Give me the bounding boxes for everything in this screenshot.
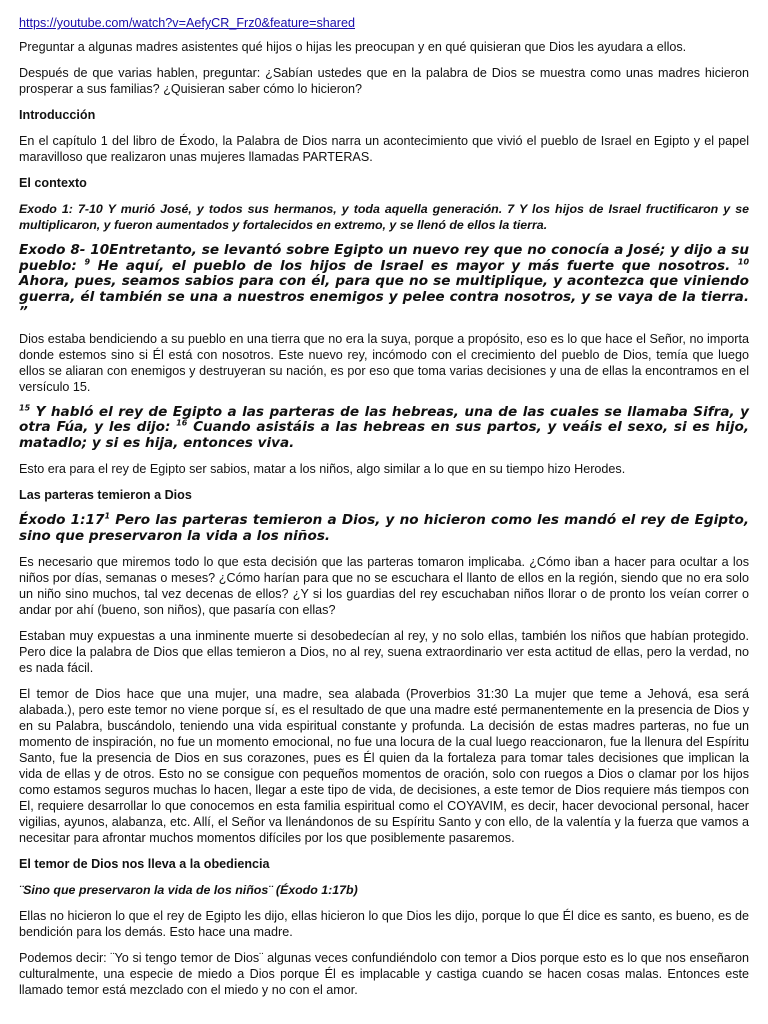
paragraph-temor-de-dios: El temor de Dios hace que una mujer, una madre, sea alabada (Proverbios 31:30 La mujer que teme a Jehová, esa será alabada.), pero este temor no viene porque sí, es el resultado de que una madre esté permanentemente en la presencia de Dios y en su Palabra, buscándolo, teniendo una vida espiritual constante y profunda. La decisión de estas madres parteras, no fue un momento de inspiración, no fue un momento emocional, no fue una locura de la cual luego reaccionaron, fue la llenura del Espíritu Santo, fue la presencia de Dios en sus corazones, pues es Él quien da la fortaleza para tomar tales decisiones que implican la vida de ellas y de otros. Esto no se consigue con pequeños momentos de oración, solo con ruegos a Dios o clamar por los hijos como estamos seguros muchas lo hacen, llegar a este tipo de vida, de decisiones, a este temor de Dios requiere más tiempos con El, requiere desarrollar lo que conocemos en esta familia espiritual como el COYAVIM, es decir, hacer devocional personal, hacer vigilias, ayunos, alabanza, etc. Allí, el Señor va llenándonos de su Espíritu Santo y con ello, de la valentía y la fuerza que vamos a necesitar para afrontar muchos momentos difíciles por los que posiblemente pasaremos. bbox=[19, 687, 749, 845]
paragraph-es-necesario: Es necesario que miremos todo lo que esta decisión que las parteras tomaron implicaba. ¿Cómo iban a hacer para ocultar a los niños por días, semanas o meses? ¿Cómo harían para que no se escuchara el llanto de ellos en la región, siendo que no era solo un niño sino muchos, tal vez decenas de ellos? ¿Y si los guardias del rey escuchaban niños llorar o de pronto los veían correr o andar por ahí (bueno, son niños), que pasaría con ellas? bbox=[19, 555, 749, 617]
paragraph-despues: Después de que varias hablen, preguntar: ¿Sabían ustedes que en la palabra de Dios se muestra como unas madres hicieron prosperar a sus familias? ¿Quisieran saber cómo lo hicieron? bbox=[19, 66, 749, 96]
verse-number: 15 bbox=[19, 402, 31, 412]
paragraph-rey-sabios: Esto era para el rey de Egipto ser sabios, matar a los niños, algo similar a lo que en su tiempo hizo Herodes. bbox=[19, 462, 626, 476]
heading-introduccion: Introducción bbox=[19, 108, 96, 122]
verse-text: Pero las parteras temieron a Dios, y no hicieron como les mandó el rey de Egipto, sino que preservaron la vida a los niños. bbox=[19, 512, 749, 544]
paragraph-intro: En el capítulo 1 del libro de Éxodo, la Palabra de Dios narra un acontecimiento que vivió el pueblo de Israel en Egipto y el papel maravilloso que realizaron unas mujeres llamadas PARTERAS. bbox=[19, 134, 749, 164]
paragraph-dios-bendiciendo: Dios estaba bendiciendo a su pueblo en una tierra que no era la suya, porque a propósito, eso es lo que hace el Señor, no importa donde estemos sino si Él está con nosotros. Este nuevo rey, incómodo con el crecimiento del pueblo de Dios, temía que luego ellos se aliaran con enemigos y destruyeran su nación, es por eso que toma varias decisiones y una de ellas la encontramos en el versículo 15. bbox=[19, 331, 749, 394]
verse-text: Y habló el rey de Egipto a las parteras de las hebreas, una de las cuales se llamaba Sifra, y otra Fúa, y les dijo: bbox=[19, 403, 749, 435]
heading-obediencia: El temor de Dios nos lleva a la obediencia bbox=[19, 857, 270, 871]
paragraph-podemos-decir: Podemos decir: ¨Yo si tengo temor de Dios¨ algunas veces confundiéndolo con temor a Dios porque esto es lo que nos enseñaron culturalmente, una especie de miedo a Dios porque Él es implacable y castiga cuando se hacen cosas malas. Entonces este llamado temor está mezclado con el miedo y no con el amor. bbox=[19, 951, 749, 997]
verse-exodo-1-7-10: Exodo 1: 7-10 Y murió José, y todos sus hermanos, y toda aquella generación. 7 Y los hijos de Israel fructificaron y se multiplicaron, y fueron aumentados y fortalecidos en extremo, y se llenó de ellos la tierra. bbox=[19, 202, 749, 232]
youtube-link[interactable]: https://youtube.com/watch?v=AefyCR_Frz0&feature=shared bbox=[19, 16, 356, 30]
verse-exodo-15-16 bbox=[19, 402, 749, 452]
verse-text: He aquí, el pueblo de los hijos de Israel es mayor y más fuerte que nosotros. bbox=[90, 257, 738, 274]
verse-text: Éxodo 1:17 bbox=[19, 512, 105, 528]
verse-number: 16 bbox=[176, 418, 188, 428]
verse-text: Exodo 8- 10Entretanto, se levantó sobre Egipto un nuevo rey que no conocía a José; y dijo a su pueblo: bbox=[19, 242, 749, 274]
verse-exodo-1-17 bbox=[19, 513, 749, 544]
verse-text: Cuando asistáis a las hebreas en sus partos, y veáis el sexo, si es hijo, matadlo; y si es hija, entonces viva. bbox=[19, 419, 749, 451]
paragraph-ellas-no-hicieron: Ellas no hicieron lo que el rey de Egipto les dijo, ellas hicieron lo que Dios les dijo, porque lo que Él dice es santo, es bueno, es de bendición para los demás. Esto hace una madre. bbox=[19, 909, 749, 939]
paragraph-estaban-expuestas: Estaban muy expuestas a una inminente muerte si desobedecían al rey, y no solo ellas, también los niños que habían protegido. Pero dice la palabra de Dios que ellas temieron a Dios, no al rey, suena extraordinario ver esta actitud de ellas, pero la verdad, no es nada fácil. bbox=[19, 629, 749, 675]
heading-parteras: Las parteras temieron a Dios bbox=[19, 488, 192, 502]
verse-number: 9 bbox=[84, 256, 91, 266]
heading-contexto: El contexto bbox=[19, 176, 87, 190]
verse-number: 1 bbox=[104, 511, 111, 521]
verse-exodo-8-10 bbox=[19, 243, 749, 321]
verse-text: Ahora, pues, seamos sabios para con él, para que no se multiplique, y acontezca que viniendo guerra, él también se una a nuestros enemigos y pelee contra nosotros, y se vaya de la tierra. ” bbox=[19, 273, 749, 320]
verse-number: 10 bbox=[737, 256, 750, 266]
verse-exodo-1-17b: ¨Sino que preservaron la vida de los niños¨ (Éxodo 1:17b) bbox=[19, 883, 358, 897]
paragraph-preguntar: Preguntar a algunas madres asistentes qué hijos o hijas les preocupan y en qué quisieran que Dios les ayudara a ellos. bbox=[19, 40, 687, 54]
